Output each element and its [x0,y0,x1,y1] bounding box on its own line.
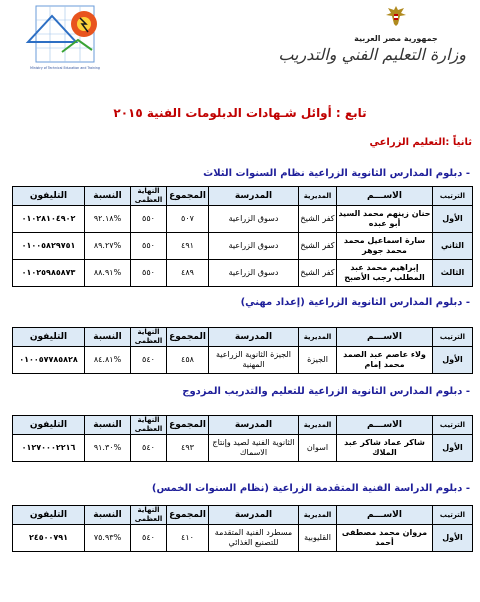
header-name: الاســـم [337,416,433,435]
ministry-logo-icon [22,2,118,72]
school-cell: مسطرد الفنية المتقدمة للتصنيع الغذائي [209,525,299,552]
percent-cell: %٩١.٣٠ [85,435,131,462]
phone-cell: ٠١٠٠٥٧٧٨٥٨٢٨ [13,347,85,374]
school-cell: دسوق الزراعية [209,206,299,233]
table-row [13,347,473,374]
table-row [13,525,473,552]
max-cell: ٥٤٠ [131,525,167,552]
total-cell: ٤٥٨ [167,347,209,374]
table-header-row [13,506,473,525]
header-max [131,187,167,206]
header-max-line2: العظمى [134,515,163,523]
total-cell: ٤١٠ [167,525,209,552]
directorate-cell: القليوبية [299,525,337,552]
section-heading: - دبلوم المدارس الثانوية الزراعية نظام السنوات الثلاث [203,168,470,179]
results-table [12,505,473,552]
max-cell: ٥٤٠ [131,347,167,374]
header-directorate: المديرية [299,416,337,435]
header-phone: التليفون [13,187,85,206]
header-max-line2: العظمى [134,425,163,433]
results-table [12,415,473,462]
percent-cell: %٩٢.١٨ [85,206,131,233]
header-total: المجموع [167,416,209,435]
header-directorate: المديرية [299,328,337,347]
ministry-name: وزارة التعليم الفني والتدريب [278,45,466,64]
header-max-line1: النهاية [137,328,160,336]
directorate-cell: كفر الشيخ [299,260,337,287]
directorate-cell: كفر الشيخ [299,233,337,260]
directorate-cell: الجيزة [299,347,337,374]
table-header-row [13,187,473,206]
page-header [0,0,480,80]
header-percent: النسبة [85,187,131,206]
section-heading: - دبلوم المدارس الثانوية الزراعية للتعليم والتدريب المزدوج [182,386,470,397]
header-max-line1: النهاية [137,416,160,424]
header-name: الاســـم [337,328,433,347]
total-cell: ٤٩١ [167,233,209,260]
header-rank: الترتيب [433,328,473,347]
header-total: المجموع [167,328,209,347]
directorate-cell: كفر الشيخ [299,206,337,233]
header-total: المجموع [167,506,209,525]
section-heading: - دبلوم الدراسة الفنية المتقدمة الزراعية (نظام السنوات الخمس) [151,483,470,494]
header-phone: التليفون [13,506,85,525]
section-heading: - دبلوم المدارس الثانوية الزراعية (إعداد مهني) [240,297,470,308]
header-percent: النسبة [85,328,131,347]
eagle-emblem-icon [384,4,408,28]
header-max-line2: العظمى [134,337,163,345]
rank-cell: الأول [433,435,473,462]
header-max-line1: النهاية [137,506,160,514]
header-school: المدرسة [209,328,299,347]
republic-name: جمهورية مصر العربية [354,34,438,43]
results-table [12,186,473,287]
school-cell: الثانوية الفنية لصيد وإنتاج الاسماك [209,435,299,462]
header-school: المدرسة [209,506,299,525]
max-cell: ٥٥٠ [131,260,167,287]
max-cell: ٥٤٠ [131,435,167,462]
header-max-line1: النهاية [137,187,160,195]
header-percent: النسبة [85,416,131,435]
header-rank: الترتيب [433,187,473,206]
page-title: تابع : أوائل شـهادات الدبلومات الفنية ٢٠١٥ [113,106,367,120]
header-rank: الترتيب [433,416,473,435]
table-row [13,260,473,287]
header-max-line2: العظمى [134,196,163,204]
phone-cell: ٠١٢٧٠٠٠٢٢١٦ [13,435,85,462]
section-category-title: ثانياً :التعليم الزراعي [369,137,472,148]
directorate-cell: اسوان [299,435,337,462]
phone-cell: ٠١٠٢٨١٠٤٩٠٢ [13,206,85,233]
header-rank: الترتيب [433,506,473,525]
header-max [131,506,167,525]
table-row [13,233,473,260]
rank-cell: الأول [433,525,473,552]
phone-cell: ٠١٠٠٥٨٢٩٧٥١ [13,233,85,260]
header-directorate: المديرية [299,187,337,206]
name-cell: حنان زينهم محمد السيد أبو عبده [337,206,433,233]
header-max [131,416,167,435]
table-header-row [13,416,473,435]
school-cell: دسوق الزراعية [209,260,299,287]
phone-cell: ٢٤٥٠٠٧٩١ [13,525,85,552]
school-cell: الجيزة الثانوية الزراعية المهنية [209,347,299,374]
rank-cell: الأول [433,206,473,233]
header-phone: التليفون [13,328,85,347]
name-cell: مروان محمد مصطفى أحمد [337,525,433,552]
header-percent: النسبة [85,506,131,525]
rank-cell: الثاني [433,233,473,260]
percent-cell: %٨٩.٢٧ [85,233,131,260]
header-name: الاســـم [337,506,433,525]
results-table [12,327,473,374]
header-school: المدرسة [209,187,299,206]
max-cell: ٥٥٠ [131,233,167,260]
name-cell: سارة اسماعيل محمد محمد جوهر [337,233,433,260]
table-row [13,435,473,462]
logo-caption: Ministry of Technical Education and Training [30,66,100,70]
max-cell: ٥٥٠ [131,206,167,233]
rank-cell: الثالث [433,260,473,287]
percent-cell: %٧٥.٩٣ [85,525,131,552]
rank-cell: الأول [433,347,473,374]
name-cell: إبراهيم محمد عبد المطلب رجب الأصبح [337,260,433,287]
percent-cell: %٨٨.٩١ [85,260,131,287]
ministry-emblem-block [278,4,466,64]
header-name: الاســـم [337,187,433,206]
header-phone: التليفون [13,416,85,435]
total-cell: ٤٨٩ [167,260,209,287]
total-cell: ٤٩٣ [167,435,209,462]
header-total: المجموع [167,187,209,206]
header-directorate: المديرية [299,506,337,525]
phone-cell: ٠١٠٢٥٩٨٥٨٧٣ [13,260,85,287]
name-cell: شاكر عماد شاكر عبد الملاك [337,435,433,462]
total-cell: ٥٠٧ [167,206,209,233]
header-school: المدرسة [209,416,299,435]
percent-cell: %٨٤.٨١ [85,347,131,374]
school-cell: دسوق الزراعية [209,233,299,260]
table-header-row [13,328,473,347]
header-max [131,328,167,347]
name-cell: ولاء عاصم عبد الصمد محمد إمام [337,347,433,374]
table-row [13,206,473,233]
